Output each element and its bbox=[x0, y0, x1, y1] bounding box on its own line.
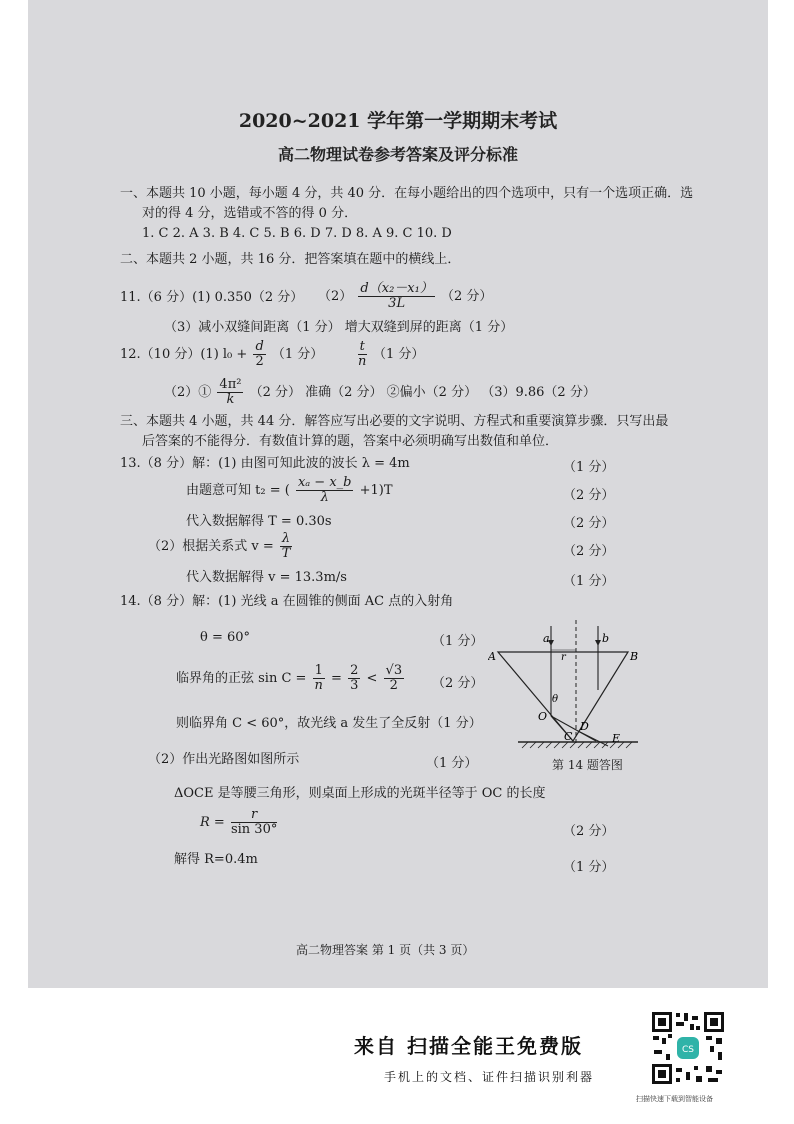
q14-step7-score: （2 分） bbox=[563, 824, 615, 839]
page-footer: 高二物理答案 第 1 页（共 3 页） bbox=[296, 943, 475, 957]
reflected-ray bbox=[551, 716, 596, 741]
label-C: C bbox=[564, 730, 573, 743]
label-theta: θ bbox=[552, 694, 559, 705]
q14-step8: 解得 R=0.4m bbox=[174, 852, 258, 867]
cone-outline bbox=[498, 652, 628, 741]
answer-key-subtitle: 高二物理试卷参考答案及评分标准 bbox=[277, 145, 518, 164]
q13-step4: （2）根据关系式 v = $\frac{\lambda}{T}$ bbox=[148, 531, 291, 561]
exam-title: 2020~2021 学年第一学期期末考试 bbox=[238, 110, 558, 132]
q13-step5: 代入数据解得 v = 13.3m/s bbox=[186, 570, 347, 585]
label-A: A bbox=[488, 650, 496, 663]
q12-part2: （2）① $\frac{\text{4π²}}{k}$ （2 分） 准确（2 分） ②偏小（2 分） （3）9.86（2 分） bbox=[164, 377, 596, 407]
q14-step3-score: （2 分） bbox=[432, 676, 484, 691]
q11-part2: （2） $\frac{\text{d（x₂－x₁）}}{3L}$ （2 分） bbox=[318, 281, 493, 311]
label-b: b bbox=[602, 632, 610, 645]
q14-ray-diagram bbox=[488, 620, 638, 752]
q11-fraction-numerator: d（x₂－x₁） bbox=[360, 281, 433, 296]
q14-step6: ΔOCE 是等腰三角形，则桌面上形成的光斑半径等于 OC 的长度 bbox=[174, 786, 546, 801]
section2-instructions: 二、本题共 2 小题，共 16 分．把答案填在题中的横线上． bbox=[120, 252, 461, 267]
q14-step7: R = $\frac{r}{\sin 30^\circ}$ bbox=[200, 807, 278, 837]
label-E: E bbox=[612, 732, 621, 745]
scanner-brand-text: 来自 扫描全能王免费版 bbox=[354, 1034, 583, 1058]
figure-caption: 第 14 题答图 bbox=[552, 758, 623, 772]
q13-step5-score: （1 分） bbox=[563, 574, 615, 589]
label-D: D bbox=[580, 720, 589, 733]
q14-step8-score: （1 分） bbox=[563, 860, 615, 875]
q14-step1: 14.（8 分）解：(1) 光线 a 在圆锥的侧面 AC 点的入射角 bbox=[120, 594, 454, 609]
q13-step3-score: （2 分） bbox=[563, 516, 615, 531]
q14-step5: （2）作出光路图如图所示 bbox=[148, 752, 300, 767]
label-a: a bbox=[543, 632, 550, 645]
section1-instructions-line2: 对的得 4 分，选错或不答的得 0 分． bbox=[142, 206, 358, 221]
q11-part1: 11.（6 分）(1) 0.350（2 分） bbox=[120, 290, 304, 305]
q14-step4: 则临界角 C < 60°，故光线 a 发生了全反射（1 分） bbox=[176, 716, 482, 731]
q13-step3: 代入数据解得 T = 0.30s bbox=[186, 514, 332, 529]
qr-center-text: CS bbox=[682, 1045, 694, 1055]
q11-part3: （3）减小双缝间距离（1 分） 增大双缝到屏的距离（1 分） bbox=[164, 320, 514, 335]
q14-step3: 临界角的正弦 sin C = $\frac{1}{n}$ = $\frac{2}{3}$ < $\frac{√3}{2}$ bbox=[176, 663, 403, 693]
q12-part1: 12.（10 分）(1) l₀ + $\frac{d}{2}$ （1 分） $\frac{t}{n}$ （1 分） bbox=[120, 339, 425, 369]
q11-fraction-denominator: 3L bbox=[388, 296, 406, 311]
q13-step1-score: （1 分） bbox=[563, 460, 615, 475]
qr-caption: 扫描快速下载到智能设备 bbox=[636, 1095, 713, 1103]
scanned-page bbox=[28, 0, 768, 988]
section3-instructions-line1: 三、本题共 4 小题，共 44 分．解答应写出必要的文字说明、方程式和重要演算步骤．只写出最 bbox=[120, 414, 669, 429]
label-B: B bbox=[630, 650, 638, 663]
qr-code bbox=[650, 1010, 726, 1086]
q13-step4-score: （2 分） bbox=[563, 544, 615, 559]
q14-step2: θ = 60° bbox=[200, 630, 251, 645]
q14-step5-score: （1 分） bbox=[426, 756, 478, 771]
label-r: r bbox=[561, 652, 566, 663]
section1-answers: 1. C 2. A 3. B 4. C 5. B 6. D 7. D 8. A 9. C 10. D bbox=[142, 226, 452, 241]
section3-instructions-line2: 后答案的不能得分．有数值计算的题，答案中必须明确写出数值和单位． bbox=[142, 434, 559, 449]
label-O: O bbox=[538, 710, 548, 723]
q13-step1: 13.（8 分）解：(1) 由图可知此波的波长 λ = 4m bbox=[120, 456, 410, 471]
section1-instructions-line1: 一、本题共 10 小题，每小题 4 分，共 40 分．在每小题给出的四个选项中，只有一个选项正确．选 bbox=[120, 186, 694, 201]
q13-step2: 由题意可知 t₂ = ( $\frac{\text{xₐ − x\_b}}{\lambda}$ +1)T bbox=[186, 475, 393, 505]
q14-step2-score: （1 分） bbox=[432, 634, 484, 649]
scanner-tagline: 手机上的文档、证件扫描识别利器 bbox=[384, 1070, 595, 1084]
ray-b-arrow bbox=[595, 640, 601, 646]
q13-step2-score: （2 分） bbox=[563, 488, 615, 503]
